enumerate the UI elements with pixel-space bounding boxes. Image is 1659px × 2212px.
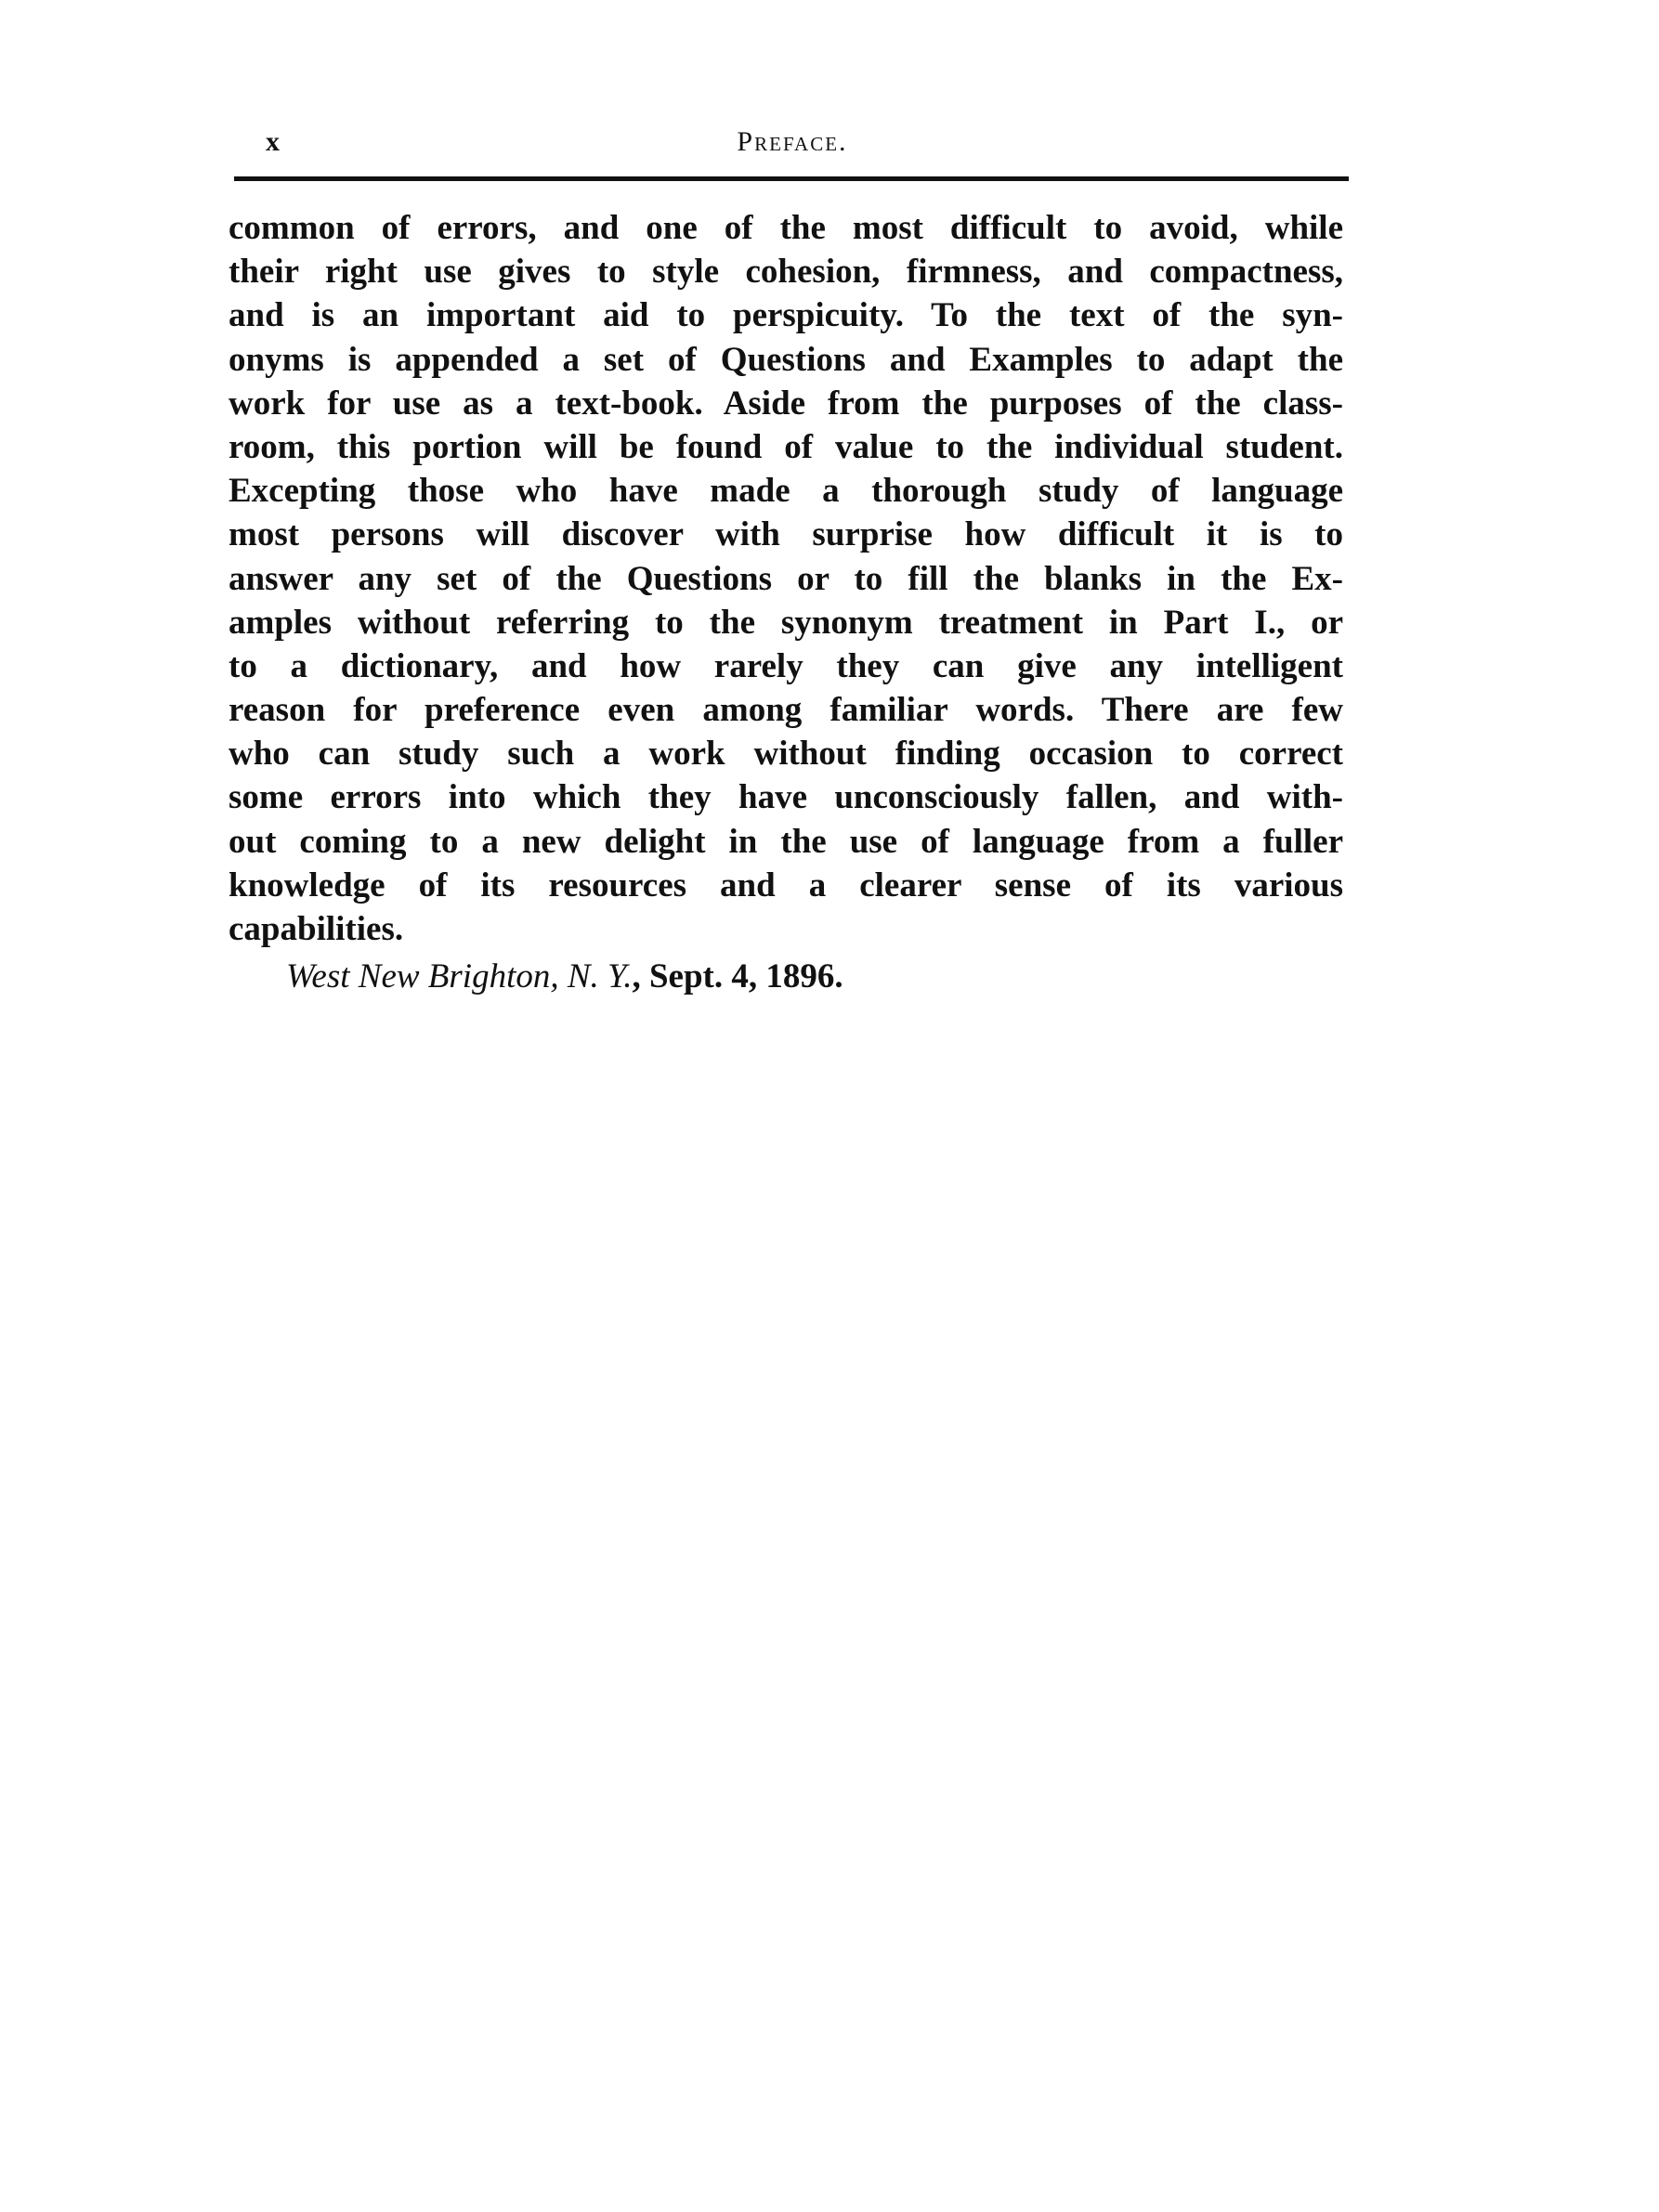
text-line: and is an important aid to perspicuity. To the text of the syn- — [229, 296, 1343, 335]
text-line: some errors into which they have unconsciously fallen, and with- — [229, 778, 1343, 817]
text-line: answer any set of the Questions or to fill the blanks in the Ex- — [229, 559, 1343, 598]
page-number: x — [266, 126, 281, 157]
text-line-last: capabilities. — [229, 910, 404, 948]
preface-paragraph — [229, 206, 1343, 951]
text-line: to a dictionary, and how rarely they can give any intelligent — [229, 646, 1343, 685]
signature-date: , Sept. 4, 1896. — [632, 957, 843, 995]
text-line: Excepting those who have made a thorough study of language — [229, 472, 1343, 511]
text-line: amples without referring to the synonym treatment in Part I., or — [229, 603, 1343, 642]
text-line: most persons will discover with surprise how difficult it is to — [229, 515, 1343, 554]
text-line: knowledge of its resources and a clearer sense of its various — [229, 865, 1343, 904]
running-head: Preface. — [737, 126, 848, 157]
text-line: their right use gives to style cohesion, firmness, and compactness, — [229, 253, 1343, 292]
text-line: room, this portion will be found of value to the individual student. — [229, 427, 1343, 466]
text-line: common of errors, and one of the most difficult to avoid, while — [229, 209, 1343, 247]
text-line: work for use as a text-book. Aside from the purposes of the class- — [229, 384, 1343, 423]
text-line: who can study such a work without finding occasion to correct — [229, 735, 1343, 774]
signature-place: West New Brighton, N. Y. — [286, 957, 633, 995]
text-line: onyms is appended a set of Questions and Examples to adapt the — [229, 340, 1343, 379]
text-line: out coming to a new delight in the use of language from a fuller — [229, 822, 1343, 861]
header-rule — [234, 176, 1349, 181]
page-header — [230, 119, 1354, 175]
signature-line — [286, 955, 843, 998]
text-line: reason for preference even among familiar words. There are few — [229, 691, 1343, 730]
